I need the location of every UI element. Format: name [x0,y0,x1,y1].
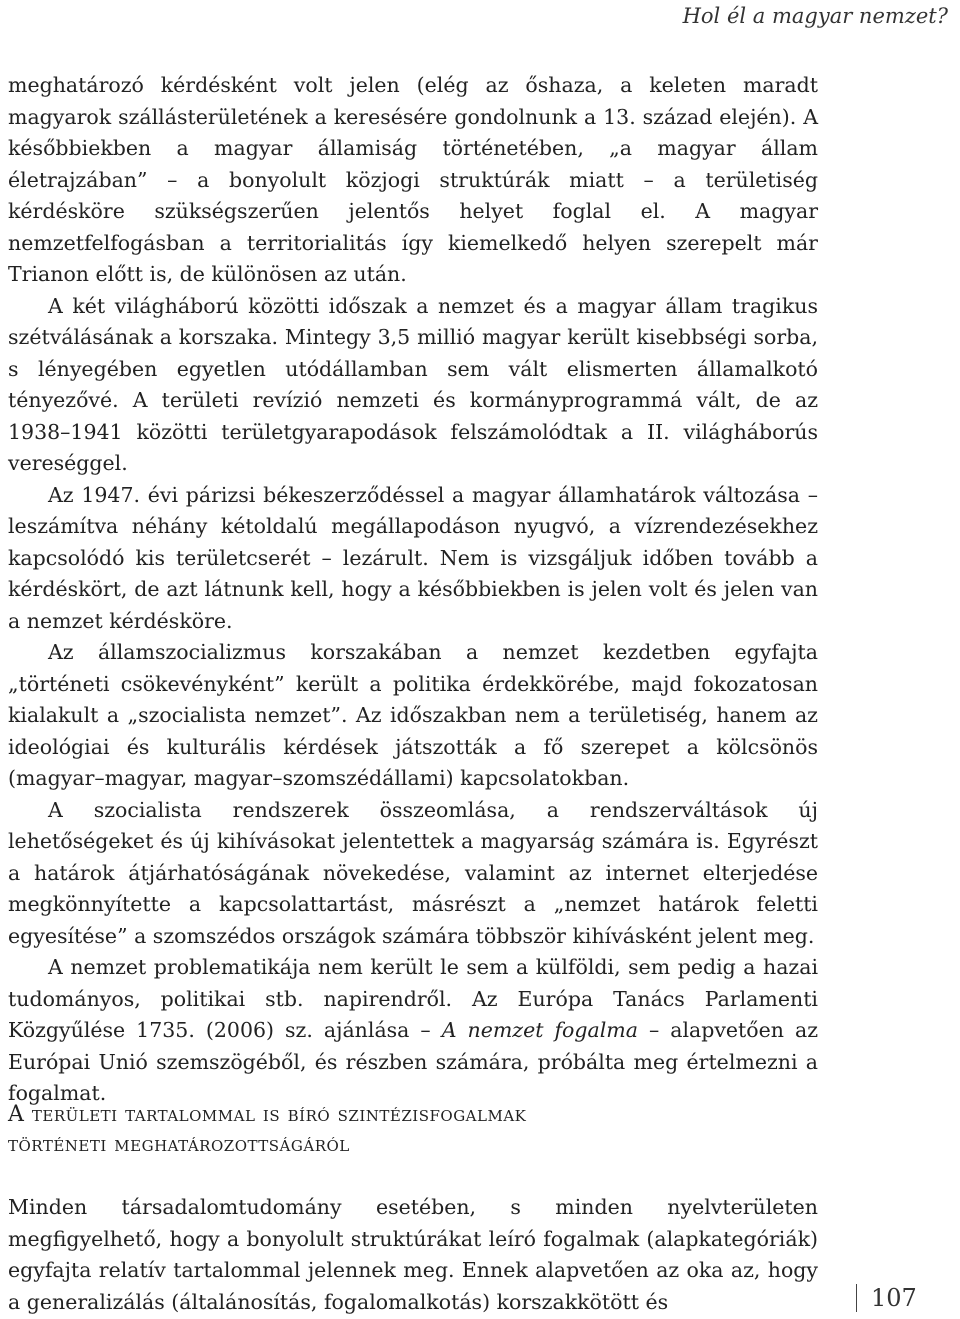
page-number: 107 [856,1284,960,1312]
paragraph: A szocialista rendszerek összeomlása, a rendszerváltások új lehetőségeket és új kihívásokat jelentettek a magyarság számára is. Egyrészt a határok átjárhatóságának növekedése, valamint az internet elterjedése megkönnyítette a kapcsolattartást, másrészt a „nemzet határok feletti egyesítése” a szomszédos országok számára többször kihívásként jelent meg. [8,797,818,948]
paragraph: meghatározó kérdésként volt jelen (elég az őshaza, a keleten maradt magyarok szállásterületének a keresésére gondolnunk a 13. század elején). A későbbiekben a magyar államiság történetében, „a magyar állam életrajzában” – a bonyolult közjogi struktúrák miatt – a területiség kérdésköre szükségszerűen jelentős helyet foglal el. A magyar nemzetfelfogásban a territorialitás így kiemelkedő helyen szerepelt már Trianon előtt is, de különösen az után. [8,73,818,286]
section-heading-line: A területi tartalommal is bíró szintézisfogalmak [8,1102,527,1127]
section-heading [8,1100,828,1160]
section-text [8,1192,818,1318]
paragraph: Az 1947. évi párizsi békeszerződéssel a magyar államhatárok változása – leszámítva néhány kétoldalú megállapodáson nyugvó, a vízrendezésekhez kapcsolódó kis területcserét – lezárult. Nem is vizsgáljuk időben tovább a kérdéskört, de azt látnunk kell, hogy a későbbiekben is jelen volt és jelen van a nemzet kérdésköre. [8,482,818,633]
italic-title: A nemzet fogalma [441,1018,638,1042]
section-heading-line: történeti meghatározottságáról [8,1132,350,1157]
paragraph: Az államszocializmus korszakában a nemzet kezdetben egyfajta „történeti csökevényként” került a politika érdekkörébe, majd fokozatosan kialakult a „szocialista nemzet”. Az időszakban nem a területiség, hanem az ideológiai és kulturális kérdések játszották a fő szerepet a kölcsönös (magyar–magyar, magyar–szomszédállami) kapcsolatokban. [8,640,818,790]
paragraph: Minden társadalomtudomány esetében, s minden nyelvterületen megfigyelhető, hogy a bonyolult struktúrákat leíró fogalmak (alapkategóriák) egyfajta relatív tartalommal jelennek meg. Ennek alapvetően az oka az, hogy a generalizálás (általánosítás, fogalomalkotás) korszakkötött és [8,1195,818,1314]
main-text [8,70,818,1110]
running-head: Hol él a magyar nemzet? [682,4,948,28]
paragraph-text: – alapvetően az Európai Unió szemszögéből, és részben számára, próbálta meg értelmezni a fogalmat. [8,1018,819,1105]
paragraph: A két világháború közötti időszak a nemzet és a magyar állam tragikus szétválásának a korszaka. Mintegy 3,5 millió magyar került kisebbségi sorba, s lényegében egyetlen utódállamban sem vált elismerten államalkotó tényezővé. A területi revízió nemzeti és kormányprogrammá vált, de az 1938–1941 közötti területgyarapodások felszámolódtak a II. világháborús vereséggel. [8,293,818,475]
paragraph-text: A nemzet problematikája nem került le sem a külföldi, sem pedig a hazai tudományos, politikai stb. napirendről. Az Európa Tanács Parlamenti Közgyűlése 1735. (2006) sz. ajánlása – [8,955,818,1042]
paragraph [8,952,818,1110]
